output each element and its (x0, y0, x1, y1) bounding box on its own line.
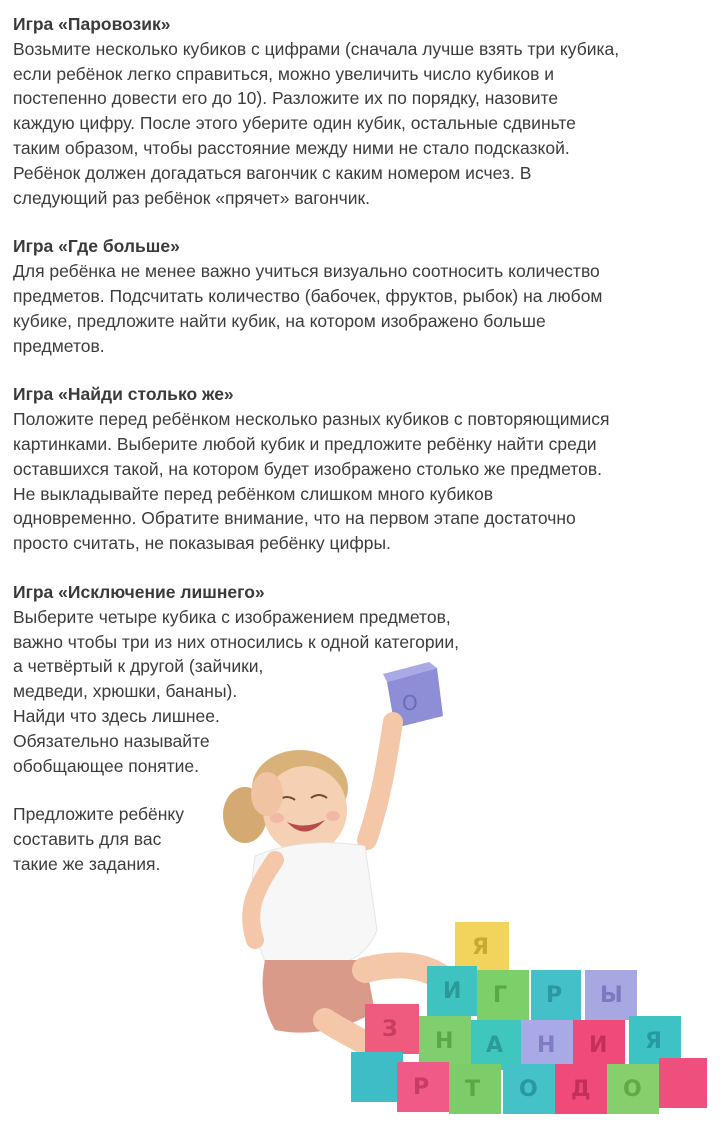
cube-letter: И (589, 1033, 608, 1058)
cube-letter: Д (571, 1077, 591, 1102)
cube-letter: Н (435, 1029, 454, 1054)
cube-letter: А (486, 1033, 504, 1058)
cube-letter: Т (465, 1077, 481, 1102)
text-line: предметов. Подсчитать количество (бабочек, фруктов, рыбок) на любом (13, 285, 603, 306)
cube-letter: Р (413, 1075, 430, 1100)
text-line: постепенно довести его до 10). Разложите их по порядку, назовите (13, 88, 559, 109)
text-line: Положите перед ребёнком несколько разных кубиков с повторяющимися (13, 409, 610, 430)
text-line: одновременно. Обратите внимание, что на первом этапе достаточно (13, 508, 576, 529)
cube-pyramid (351, 922, 707, 1114)
cube-letter: Р (546, 983, 563, 1008)
text-line: оставшихся такой, на котором будет изображено столько же предметов. (13, 458, 603, 479)
text-line: картинками. Выберите любой кубик и предложите ребёнку найти среди (13, 433, 597, 454)
text-line: медведи, хрюшки, бананы). (13, 681, 238, 702)
section-text (13, 37, 713, 211)
cube-letter: Н (537, 1033, 556, 1058)
text-line: просто считать, не показывая ребёнку цифры. (13, 533, 391, 554)
text-line: Найди что здесь лишнее. (13, 705, 220, 726)
text-line: Возьмите несколько кубиков с цифрами (сначала лучше взять три кубика, (13, 38, 620, 59)
text-line: важно чтобы три из них относились к одной категории, (13, 631, 459, 652)
cube-letter: О (519, 1077, 538, 1102)
cube (351, 1052, 403, 1102)
text-line: Предложите ребёнку (13, 804, 185, 825)
text-line: кубике, предложите найти кубик, на котором изображено больше (13, 310, 546, 331)
text-line: каждую цифру. После этого уберите один кубик, остальные сдвиньте (13, 113, 576, 134)
text-line: следующий раз ребёнок «прячет» вагончик. (13, 187, 371, 208)
child-with-cubes-illustration (215, 660, 710, 1130)
text-line: Выберите четыре кубика с изображением предметов, (13, 606, 451, 627)
section-text (13, 407, 713, 556)
text-line: если ребёнок легко справиться, можно увеличить число кубиков и (13, 63, 555, 84)
section-title: Игра «Где больше» (13, 236, 180, 257)
text-line: предметов. (13, 335, 105, 356)
text-line: Не выкладывайте перед ребёнком слишком много кубиков (13, 483, 494, 504)
section-title: Игра «Паровозик» (13, 14, 171, 34)
section-parovozik (13, 12, 713, 210)
text-line: составить для вас (13, 829, 162, 850)
section-naydi-stolko-zhe (13, 382, 713, 556)
cube-letter: О (623, 1077, 642, 1102)
cube-letter: О (402, 691, 418, 715)
text-line: таким образом, чтобы расстояние между ними не стало подсказкой. (13, 137, 570, 158)
cube-letter: Я (645, 1029, 662, 1054)
section-text (13, 259, 713, 358)
cube-letter: Ы (600, 983, 623, 1008)
cube (659, 1058, 707, 1108)
section-title: Игра «Исключение лишнего» (13, 581, 265, 602)
cube-letter: Г (493, 983, 508, 1008)
section-title: Игра «Найди столько же» (13, 384, 234, 405)
cube-letter: З (382, 1017, 398, 1042)
section-gde-bolshe (13, 234, 713, 358)
text-line: Обязательно называйте (13, 730, 210, 751)
text-line: а четвёртый к другой (зайчики, (13, 656, 264, 677)
raised-arm (367, 722, 393, 840)
text-line: Ребёнок должен догадаться вагончик с каким номером исчез. В (13, 162, 532, 183)
text-line: такие же задания. (13, 853, 161, 874)
text-line: Для ребёнка не менее важно учиться визуально соотносить количество (13, 261, 600, 282)
cube-letter: Я (472, 935, 489, 960)
cube-letter: И (443, 979, 462, 1004)
text-line: обобщающее понятие. (13, 755, 200, 776)
hand-on-cheek (251, 772, 283, 816)
